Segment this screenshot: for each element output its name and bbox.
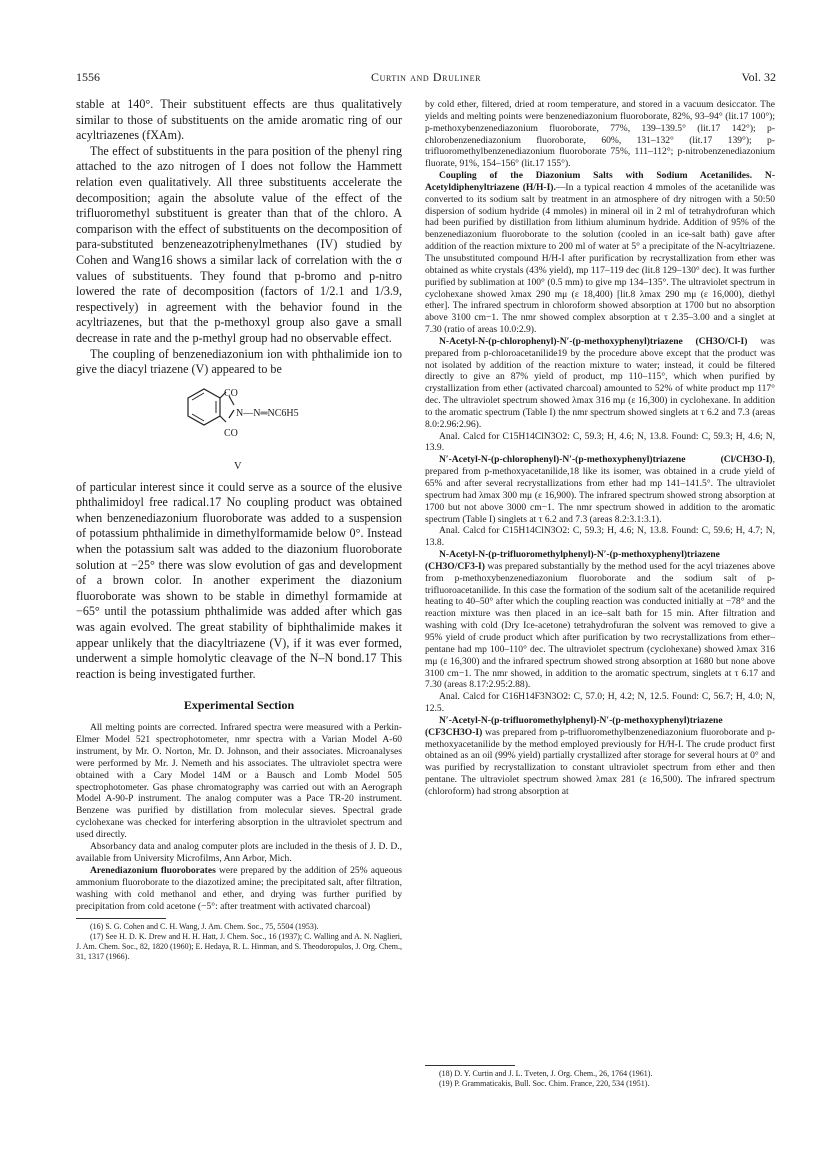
left-column — [76, 97, 402, 962]
paragraph — [425, 454, 775, 525]
paragraph — [425, 715, 775, 798]
run-in-heading: N′-Acetyl-N-(p-trifluoromethylphenyl)-N′-(p-methoxyphenyl)triazene (CF3CH3O-I) — [425, 714, 723, 738]
paragraph: stable at 140°. Their substituent effects are thus qualitatively similar to those of substituents on the amide aromatic ring of our acyltriazenes (fXAm). — [76, 97, 402, 143]
page-number: 1556 — [76, 70, 100, 84]
carbonyl-bottom: CO — [224, 427, 238, 439]
footnote: (18) D. Y. Curtin and J. L. Tveten, J. Org. Chem., 26, 1764 (1961). — [439, 1069, 653, 1078]
paragraph-text: was prepared from p-chloroacetanilide19 by the procedure above except that the product was not isolated by addition of the reaction mixture to water; instead, it could be filtered directly to give an 87% yield of product, mp 110–115°, which when purified by crystallization from ether (activated charcoal) amounted to 52% of white product mp 117° dec. The ultraviolet spectrum showed λmax 316 mμ (ε 16,300) in cyclohexane. In addition to the aromatic spectrum (Table I) the nmr spectrum showed singlets at τ 6.2 and 7.3 (areas 8.0:2.96:2.96). — [425, 335, 776, 430]
paragraph: The effect of substituents in the para position of the phenyl ring attached to the azo nitrogen of I does not follow the Hammett relation even qualitatively. All three substituents accelerate the decomposition; again the absolute value of the effect of the trifluoromethyl substituent is greater than that of the chloro. A comparison with the effect of substituents on the decomposition of para-substituted benzeneazotriphenylmethanes (IV) studied by Cohen and Wang16 shows a similar lack of correlation with the σ values of substituents. They found that p-bromo and p-nitro lowered the rate of decomposition (factors of 1/2.1 and 1/3.9, respectively) in agreement with the behavior found in the acyltriazenes, but that the p-methoxyl group also gave a small decrease in rate and the p-methyl group had no observable effect. — [76, 143, 402, 345]
run-in-heading: Arenediazonium fluoroborates — [90, 864, 216, 876]
paragraph-text: was prepared substantially by the method used for the acyl triazenes above from p-methoxybenzenediazonium fluoroborate and the sodium salt of p-trifluoroacetanilide. In this case the formation of the sodium salt of the acetanilide required heating to 40–50° after which the coupling reaction was conducted initially at −78° and the reaction mixture was then placed in an ice–salt bath for 15 min. After filtration and washing with cold (Dry Ice-acetone) tetrahydrofuran the solvent was removed to give a 95% yield of crude product which after purification by two recrystallizations from ether–pentane had mp 100–110° dec. The ultraviolet spectrum (cyclohexane) showed λmax 316 mμ (ε 16,300) and the infrared spectrum showed strong absorption at 1680 but none above 3100 cm−1. The nmr showed, in addition to the aromatic spectrum, singlets at τ 6.17 and 7.30 (areas 8.17:2.95:2.88). — [425, 560, 775, 691]
chemical-structure-v — [76, 380, 402, 480]
paragraph — [425, 336, 775, 431]
footnote-rule — [76, 918, 166, 919]
running-title: Curtin and Druliner — [370, 70, 482, 84]
paragraph: Absorbancy data and analog computer plots are included in the thesis of J. D. D., available from University Microfilms, Ann Arbor, Mich. — [76, 841, 402, 864]
run-in-heading: N-Acetyl-N-(p-trifluoromethylphenyl)-N′-(p-methoxyphenyl)triazene (CH3O/CF3-I) — [425, 549, 720, 572]
right-column — [425, 99, 775, 798]
paragraph-text: were prepared by the addition of 25% aqueous ammonium fluoroborate to the diazotized amine; the precipitated salt, after filtration, washing with cold methanol and ether, and drying was further purified by precipitation from cold acetone (−5°: after treatment with activated charcoal) — [76, 864, 402, 912]
volume-label: Vol. 32 — [741, 70, 776, 84]
run-in-heading: N′-Acetyl-N-(p-chlorophenyl)-N′-(p-methoxyphenyl)triazene (Cl/CH3O-I) — [439, 454, 773, 466]
run-in-heading: N-Acetyl-N-(p-chlorophenyl)-N′-(p-methoxyphenyl)triazene (CH3O/Cl-I) — [439, 335, 748, 347]
carbonyl-top: CO — [224, 387, 238, 399]
footnote: (19) P. Grammaticakis, Bull. Soc. Chim. France, 220, 534 (1951). — [439, 1079, 650, 1089]
running-header — [76, 70, 776, 90]
analysis-line: Anal. Calcd for C15H14ClN3O2: C, 59.3; H, 4.6; N, 13.8. Found: C, 59.3; H, 4.6; N, 13.9. — [425, 430, 775, 454]
structure-label: V — [234, 460, 242, 472]
analysis-line: Anal. Calcd for C16H14F3N3O2: C, 57.0; H, 4.2; N, 12.5. Found: C, 56.7; H, 4.0; N, 12.5. — [425, 691, 775, 715]
paragraph: All melting points are corrected. Infrared spectra were measured with a Perkin-Elmer Model 521 spectrophotometer, nmr spectra with a Varian Model A-60 instrument, by Mr. O. Norton, Mr. D. Johnson, and their associates. Microanalyses were performed by Mr. J. Nemeth and his associates. The ultraviolet spectra were obtained with a Cary Model 14M or a Bausch and Lomb Model 505 spectrophotometer. Gas phase chromatography was carried out with an Aerograph Model A-90-P instrument. The analog computer was a Pace TR-20 instrument. Benzene was purified by distillation from molecular sieves. Spectral grade cyclohexane was checked for interfering absorption in the ultraviolet spectrum and used directly. — [76, 722, 402, 841]
analysis-line: Anal. Calcd for C15H14ClN3O2: C, 59.3; H, 4.6; N, 13.8. Found: C, 59.6; H, 4.7; N, 13.8. — [425, 525, 775, 549]
paragraph-text: was prepared from p-trifluoromethylbenzenediazonium fluoroborate and p-methoxyacetanilide by the method employed previously for H/H-I. The crude product first obtained as an oil (99% yield) partially crystallized after storage for several hours at 0° and was purified by recrystallization to constant ultraviolet spectrum from ether and then pentane. The ultraviolet spectrum showed λmax 281 (ε 16,500). The infrared spectrum (chloroform) had strong absorption at — [425, 726, 775, 797]
paragraph-text: —In a typical reaction 4 mmoles of the acetanilide was converted to its sodium salt by treatment in an atmosphere of dry nitrogen with a 50:50 dispersion of sodium hydride (4 mmoles) in mineral oil in 2 ml of tetrahydrofuran which had been purified by distillation from lithium aluminum hydride. Addition of 95% of the benzenediazonium fluoroborate to the solution (cooled in an ice-salt bath) gave after addition of the reaction mixture to 200 ml of water at 5° a precipitate of the N-acyltriazene. The unsubstituted compound H/H-I after purification by recrystallization from ether was obtained as white crystals (43% yield), mp 117–119 dec (lit.8 129–130° dec). It was further purified by sublimation at 100° (0.5 mm) to give mp 134–135°. The ultraviolet spectrum in cyclohexane showed λmax 290 mμ (ε 18,400) [lit.8 λmax 290 mμ (ε 16,000), diethyl ether]. The infrared spectrum in chloroform showed absorption at 1700 but no absorption above 3100 cm−1. The nmr showed complex absorption at τ 2.35–3.00 and a singlet at 7.30 (ratio of areas 10.0:2.9). — [425, 181, 775, 336]
paragraph-text: , prepared from p-methoxyacetanilide,18 like its isomer, was obtained in a crude yield of 65% and after several recrystallizations from ether had mp 141–141.5°. The ultraviolet spectrum had λmax 300 mμ (ε 16,900). The infrared spectrum showed strong absorption at 1700 but not above 3000 cm−1. The nmr spectrum showed in addition to the aromatic spectrum (Table I) singlets at τ 6.2 and 7.3 (areas 8.2:3.1:3.1). — [425, 454, 775, 525]
run-in-heading: Coupling of the Diazonium Salts with Sodium Acetanilides. N-Acetyldiphenyltriazene (H/H-I). — [425, 170, 775, 193]
paragraph — [425, 170, 775, 336]
section-heading: Experimental Section — [183, 698, 295, 713]
paragraph — [425, 549, 775, 691]
footnote: (17) See H. D. K. Drew and H. H. Hatt, J. Chem. Soc., 16 (1937); C. Walling and A. N. Naglieri, J. Am. Chem. Soc., 82, 1820 (1960); E. Hedaya, R. L. Hinman, and S. Theodoropulos, J. Org. Chem., 31, 1317 (1966). — [76, 931, 402, 962]
paragraph — [76, 865, 402, 913]
footnote-rule — [425, 1065, 515, 1066]
structure-formula: N—N═NC6H5 — [236, 407, 299, 419]
paragraph: of particular interest since it could serve as a source of the elusive phthalimidoyl free radical.17 No coupling product was obtained when benzenediazonium fluoroborate was added to a suspension of potassium phthalimide in dimethylformamide below 0°. Instead when the potassium salt was added to the diazonium fluoroborate solution at −25° there was slow evolution of gas and development of a brown color. In another experiment the diazonium fluoroborate was shown to be stable in dimethyl formamide at −65° until the potassium phthalimide was added after which gas was again evolved. The great stability of biphthalimide makes it appear unlikely that the diacyltriazene (V), if it was ever formed, underwent a simple homolytic cleavage of the N–N bond.17 This reaction is being investigated further. — [76, 479, 402, 681]
footnote: (16) S. G. Cohen and C. H. Wang, J. Am. Chem. Soc., 75, 5504 (1953). — [90, 921, 319, 931]
paragraph: The coupling of benzenediazonium ion with phthalimide ion to give the diacyl triazene (V) appeared to be — [76, 346, 402, 377]
paragraph: by cold ether, filtered, dried at room temperature, and stored in a vacuum desiccator. The yields and melting points were benzenediazonium fluoroborate, 82%, 93–94° (lit.17 100°); p-methoxybenzenediazonium fluoroborate, 77%, 139–139.5° (lit.17 142°); p-chlorobenzenediazonium fluoroborate, 60%, 131–132° (lit.17 139°); p-trifluoromethylbenzenediazonium fluoroborate 75%, 111–112°; p-nitrobenzenediazonium fluorate, 91%, 154–156° (lit.17 155°). — [425, 99, 775, 170]
right-footnotes — [425, 1065, 775, 1090]
